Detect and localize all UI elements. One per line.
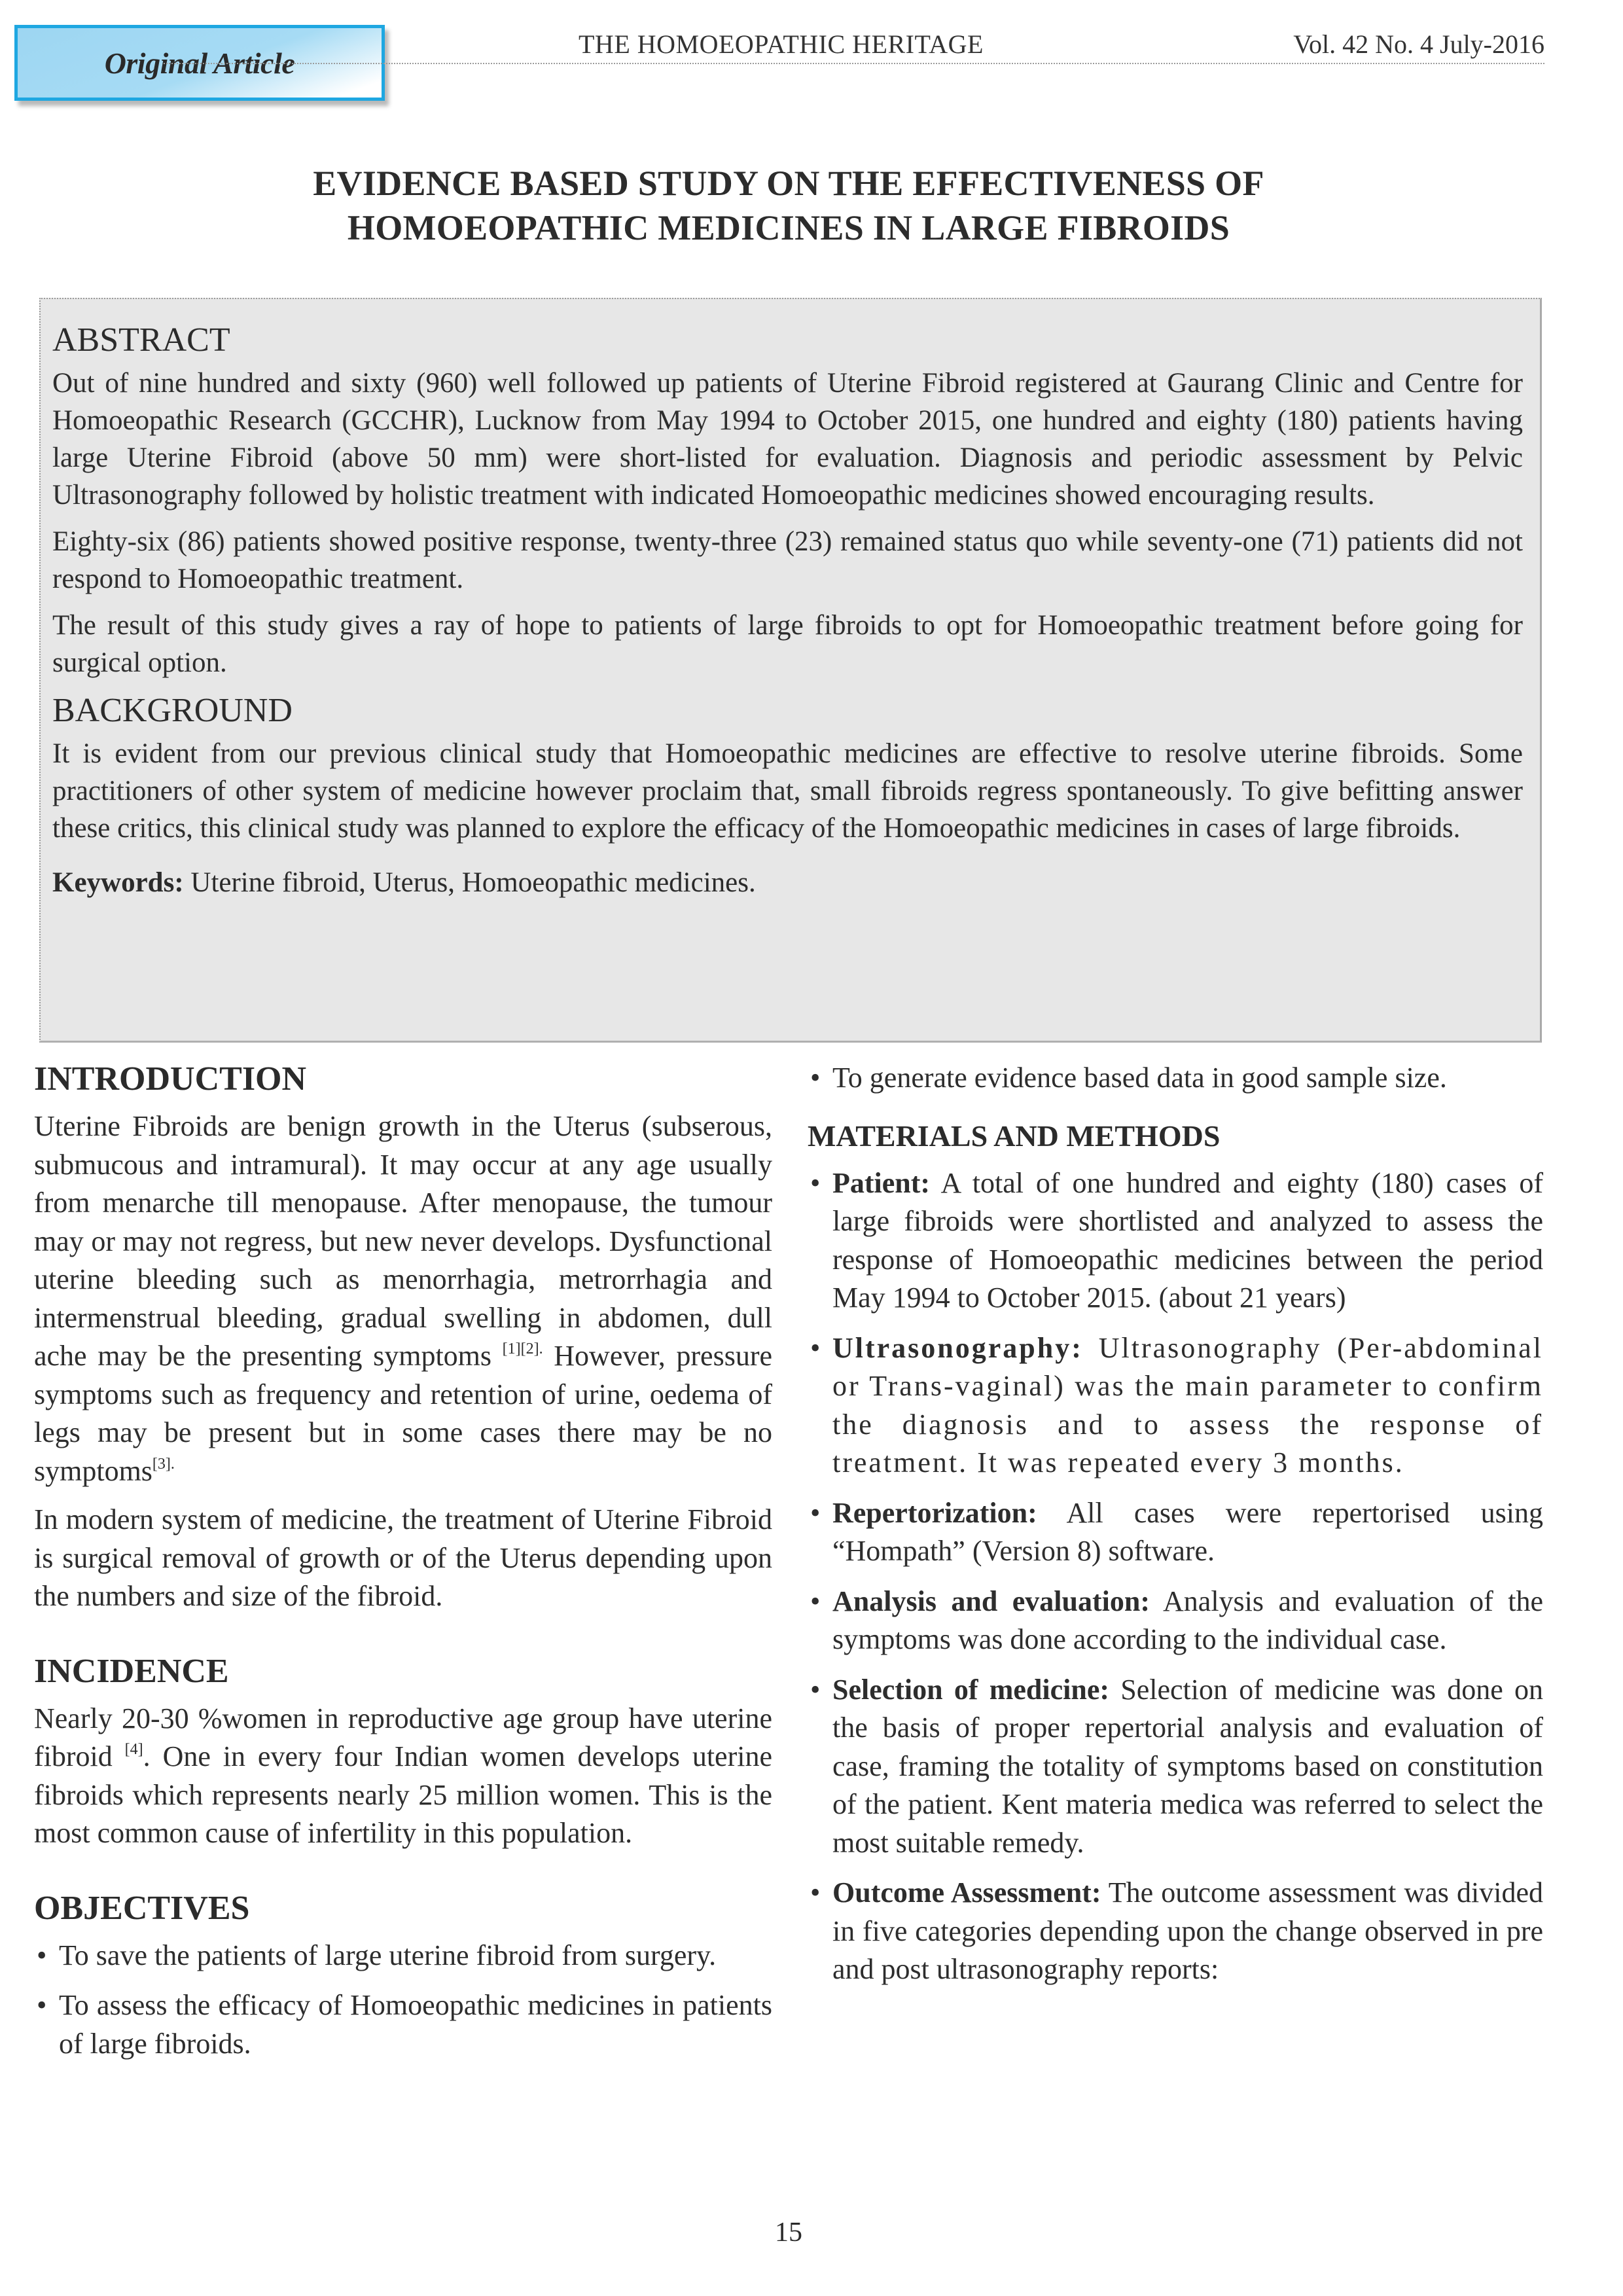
item-label: Ultrasonography: — [832, 1331, 1083, 1364]
list-item — [808, 1671, 1543, 1863]
list-item — [34, 1986, 772, 2063]
bullet-icon: • — [810, 1585, 821, 1617]
objective-text: To save the patients of large uterine fibroid from surgery. — [59, 1939, 717, 1971]
introduction-paragraph-2: In modern system of medicine, the treatment of Uterine Fibroid is surgical removal of growth or of the Uterus depending upon the numbers and size of the fibroid. — [34, 1503, 772, 1612]
objective-text: To assess the efficacy of Homoeopathic medicines in patients of large fibroids. — [59, 1989, 772, 2060]
objectives-list-continued — [808, 1059, 1543, 1098]
page-number: 15 — [775, 2217, 802, 2248]
abstract-paragraph: Out of nine hundred and sixty (960) well followed up patients of Uterine Fibroid registered at Gaurang Clinic and Centre for Homoeopathic Research (GCCHR), Lucknow from May 1994 to October 2015, one hundred and eighty (180) patients having large Uterine Fibroid (above 50 mm) were short-listed for evaluation. Diagnosis and periodic assessment by Pelvic Ultrasonography followed by holistic treatment with indicated Homoeopathic medicines showed encouraging results. — [52, 368, 1523, 511]
objective-text: To generate evidence based data in good sample size. — [832, 1062, 1447, 1094]
bullet-icon: • — [810, 1673, 821, 1706]
title-line-2: HOMOEOPATHIC MEDICINES IN LARGE FIBROIDS — [347, 208, 1230, 247]
bullet-icon: • — [37, 1989, 47, 2021]
item-label: Outcome Assessment: — [832, 1876, 1101, 1909]
issue-info: Vol. 42 No. 4 July-2016 — [1293, 29, 1544, 59]
abstract-paragraph: The result of this study gives a ray of hope to patients of large fibroids to opt for Homoeopathic treatment before going for surgical option. — [52, 610, 1523, 678]
citation: [1][2]. — [502, 1340, 543, 1357]
list-item — [808, 1059, 1543, 1098]
keywords-text: Uterine fibroid, Uterus, Homoeopathic medicines. — [183, 867, 756, 898]
materials-methods-heading: MATERIALS AND METHODS — [808, 1119, 1221, 1153]
intro-text: However, pressure symptoms such as frequency and retention of urine, oedema of legs may be present but in some cases there may be no symptoms — [34, 1340, 773, 1487]
incidence-text: . One in every four Indian women develops uterine fibroids which represents nearly 25 million women. This is the most common cause of infertility in this population. — [34, 1740, 772, 1849]
list-item — [808, 1583, 1543, 1659]
list-item — [808, 1329, 1543, 1482]
keywords-label: Keywords: — [52, 867, 184, 898]
intro-text: Uterine Fibroids are benign growth in the Uterus (subserous, submucous and intramural). It may occur at any age usually from menarche till menopause. After menopause, the tumour may or may not regress, but new never develops. Dysfunctional uterine bleeding such as menorrhagia, metrorrhagia and intermenstrual bleeding, gradual swelling in abdomen, dull ache may be the presenting symptoms — [34, 1110, 772, 1372]
incidence-paragraph — [34, 1700, 772, 1853]
left-column — [34, 1059, 772, 2075]
background-heading: BACKGROUND — [52, 692, 293, 729]
keywords — [52, 864, 1523, 901]
article-type-text: Original Article — [104, 46, 295, 80]
objectives-list — [34, 1937, 772, 2064]
list-item — [808, 1164, 1543, 1318]
list-item — [808, 1494, 1543, 1571]
list-item — [34, 1937, 772, 1975]
abstract-heading: ABSTRACT — [52, 321, 230, 359]
item-label: Selection of medicine: — [832, 1673, 1110, 1706]
item-text: A total of one hundred and eighty (180) cases of large fibroids were shortlisted and analyzed to assess the response of Homoeopathic medicines between the period May 1994 to October 2015. (about 21 years) — [832, 1166, 1543, 1314]
bullet-icon: • — [810, 1496, 821, 1529]
bullet-icon: • — [37, 1939, 47, 1971]
bullet-icon: • — [810, 1062, 821, 1094]
item-label: Repertorization: — [832, 1496, 1037, 1529]
bullet-icon: • — [810, 1331, 821, 1364]
header-divider — [164, 63, 1544, 64]
item-label: Patient: — [832, 1166, 931, 1199]
item-text: The outcome assessment was divided in five categories depending upon the change observed in pre and post ultrasonography reports: — [832, 1876, 1543, 1985]
abstract-box — [39, 298, 1542, 1043]
citation: [3]. — [152, 1455, 175, 1473]
methods-list — [808, 1164, 1543, 1989]
item-text: All cases were repertorised using “Hompath” (Version 8) software. — [832, 1496, 1543, 1567]
bullet-icon: • — [810, 1166, 821, 1199]
bullet-icon: • — [810, 1876, 821, 1909]
list-item — [808, 1874, 1543, 1989]
incidence-heading: INCIDENCE — [34, 1652, 229, 1690]
background-paragraph: It is evident from our previous clinical study that Homoeopathic medicines are effective to resolve uterine fibroids. Some practitioners of other system of medicine however proclaim that, small fibroids regress spontaneously. To give befitting answer these critics, this clinical study was planned to explore the efficacy of the Homoeopathic medicines in cases of large fibroids. — [52, 738, 1523, 844]
introduction-heading: INTRODUCTION — [34, 1060, 307, 1098]
citation: [4] — [124, 1741, 143, 1758]
title-line-1: EVIDENCE BASED STUDY ON THE EFFECTIVENESS OF — [313, 164, 1264, 203]
item-text: Selection of medicine was done on the basis of proper repertorial analysis and evaluation of case, framing the totality of symptoms based on constitution of the patient. Kent materia medica was referred to select the most suitable remedy. — [832, 1673, 1543, 1859]
item-text: Ultrasonography (Per-abdominal or Trans-vaginal) was the main parameter to confirm the diagnosis and to assess the response of treatment. It was repeated every 3 months. — [832, 1331, 1543, 1479]
introduction-paragraph-1 — [34, 1107, 772, 1490]
journal-name: THE HOMOEOPATHIC HERITAGE — [579, 29, 984, 59]
item-label: Analysis and evaluation: — [832, 1585, 1150, 1617]
article-title — [0, 161, 1577, 250]
item-text: Analysis and evaluation of the symptoms was done according to the individual case. — [832, 1585, 1543, 1655]
objectives-heading: OBJECTIVES — [34, 1889, 250, 1927]
incidence-text: Nearly 20-30 %women in reproductive age group have uterine fibroid — [34, 1702, 772, 1772]
abstract-paragraph: Eighty-six (86) patients showed positive response, twenty-three (23) remained status quo while seventy-one (71) patients did not respond to Homoeopathic treatment. — [52, 526, 1523, 594]
right-column — [808, 1059, 1543, 2001]
